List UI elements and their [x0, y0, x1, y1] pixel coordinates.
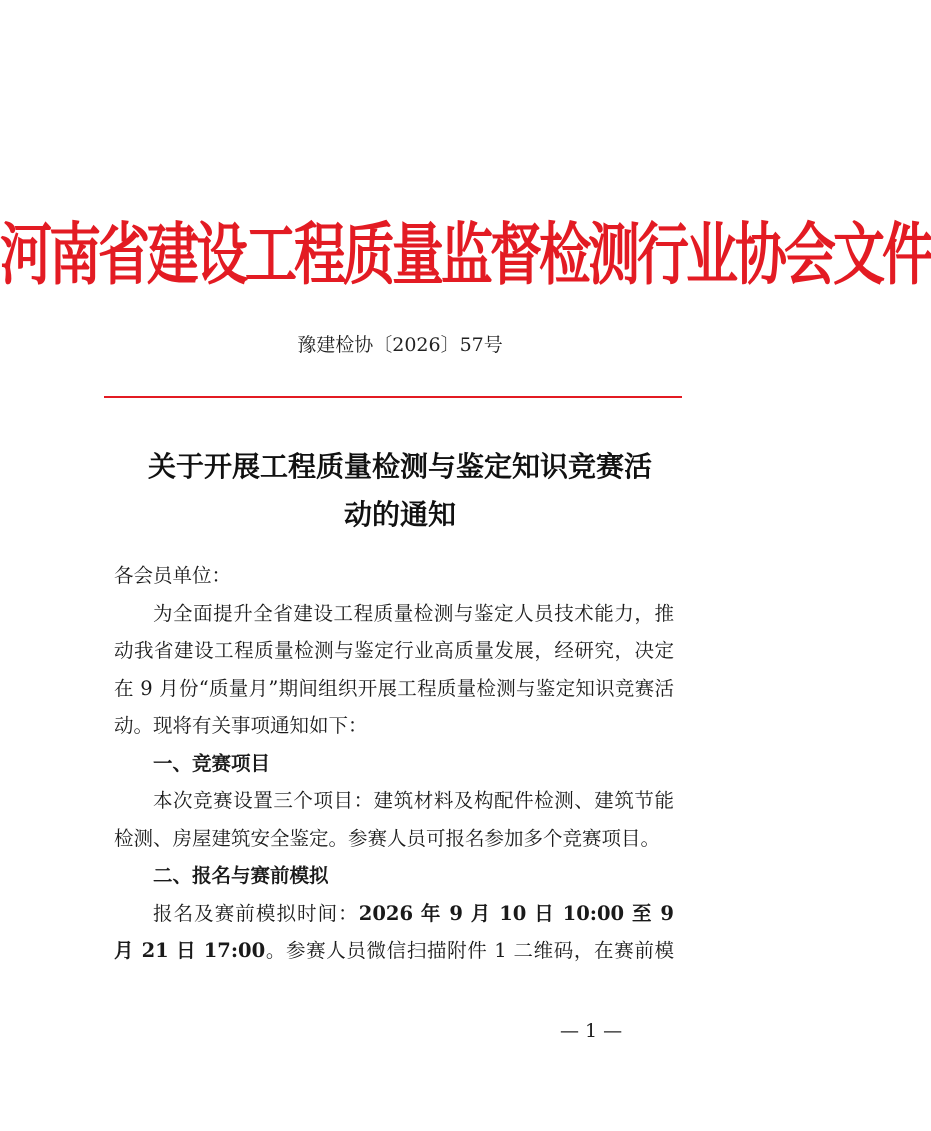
notice-body: [114, 557, 674, 970]
red-divider-line: [104, 396, 682, 398]
section-2-heading: 二、报名与赛前模拟: [153, 864, 329, 887]
notice-title-line-2: 动的通知: [343, 498, 456, 531]
section-1-heading: 一、竞赛项目: [153, 751, 271, 775]
salutation: 各会员单位：: [114, 564, 232, 587]
notice-title: [110, 443, 690, 539]
section-1-paragraph: 本次竞赛设置三个项目：建筑材料及构配件检测、建筑节能检测、房屋建筑安全鉴定。参赛人员可报名参加多个竞赛项目。: [114, 789, 674, 850]
notice-title-line-1: 关于开展工程质量检测与鉴定知识竞赛活: [147, 450, 652, 483]
registration-continuation: 。参赛人员微信扫描附件 1 二维码，在赛前模: [265, 939, 674, 962]
intro-paragraph: 为全面提升全省建设工程质量检测与鉴定人员技术能力，推动我省建设工程质量检测与鉴定行业高质量发展，经研究，决定在 9 月份“质量月”期间组织开展工程质量检测与鉴定知识竞赛活动。现将有关事项通知如下：: [114, 601, 674, 737]
registration-time-range: 2026 年 9 月 10 日 10:00 至 9 月 21 日 17:00: [114, 901, 674, 962]
org-header-title: 河南省建设工程质量监督检测行业协会文件: [0, 216, 931, 295]
section-2-paragraph: [114, 895, 674, 970]
registration-label: 报名及赛前模拟时间：: [153, 901, 359, 925]
document-number: 豫建检协〔2026〕57号: [297, 334, 503, 356]
page-number: — 1 —: [560, 1020, 623, 1042]
